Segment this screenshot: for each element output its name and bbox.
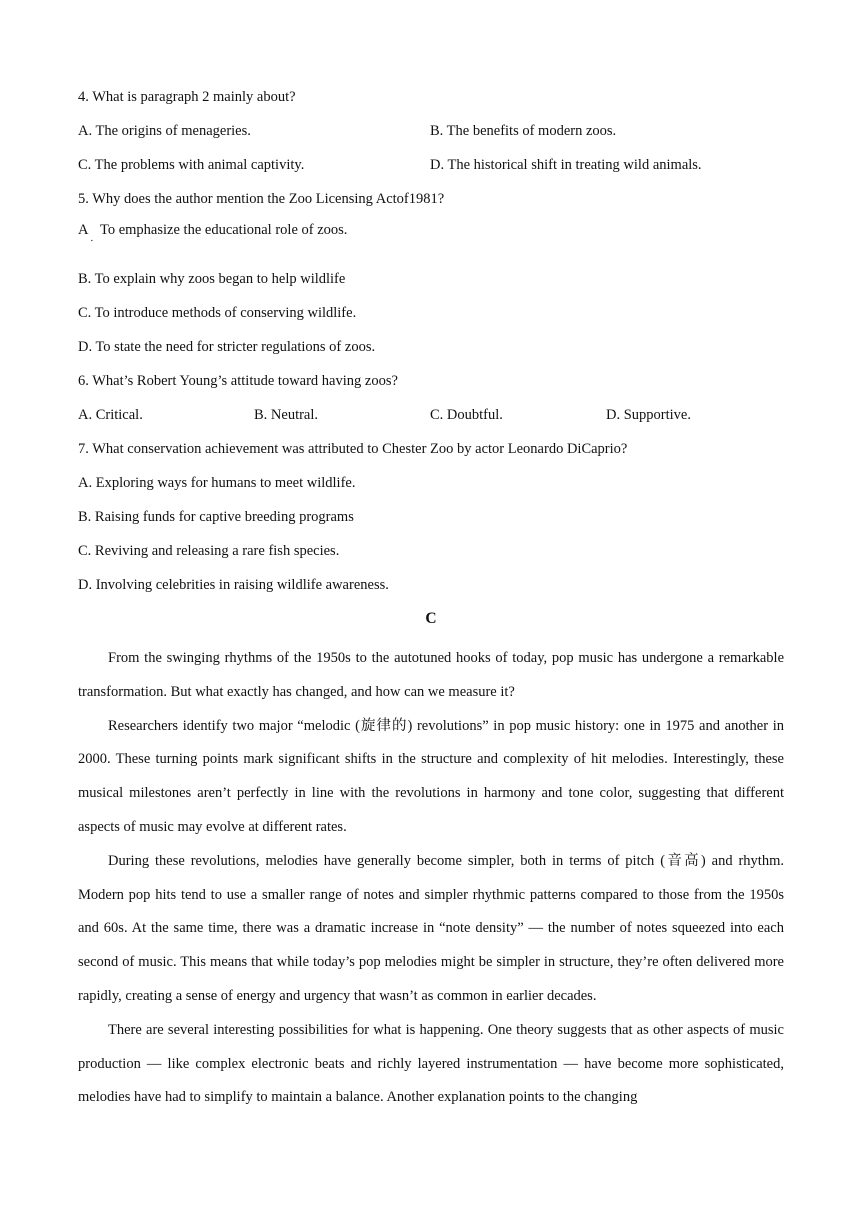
passage-paragraph-3: During these revolutions, melodies have generally become simpler, both in terms of pitch (音高) and rhythm. Modern pop hits tend to use a smaller range of notes and simpler rhythmic patterns compared to those from the 1950s and 60s. At the same time, there was a dramatic increase in “note density” — the number of notes squeezed into each second of music. This means that while today’s pop melodies might be simpler in structure, they’re often delivered more rapidly, creating a sense of energy and urgency that wasn’t as common in earlier decades.: [78, 852, 784, 1004]
question-4-options-row-2: [78, 154, 784, 188]
question-4-option-c: C. The problems with animal captivity.: [78, 157, 305, 173]
question-5-option-a-dot: ·: [90, 235, 94, 247]
question-6-stem: 6. What’s Robert Young’s attitude toward having zoos?: [78, 373, 398, 389]
question-5-option-b: B. To explain why zoos began to help wildlife: [78, 271, 346, 287]
question-6-option-c: C. Doubtful.: [430, 407, 503, 423]
passage-paragraph-1: From the swinging rhythms of the 1950s to the autotuned hooks of today, pop music has undergone a remarkable transformation. But what exactly has changed, and how can we measure it?: [78, 650, 784, 700]
question-5-option-a: [78, 222, 784, 268]
question-6-options-row: [78, 404, 784, 438]
question-5-option-c: C. To introduce methods of conserving wildlife.: [78, 305, 357, 321]
question-7-option-c: C. Reviving and releasing a rare fish species.: [78, 543, 340, 559]
question-5-stem: 5. Why does the author mention the Zoo Licensing Actof1981?: [78, 191, 445, 207]
question-7-stem: 7. What conservation achievement was attributed to Chester Zoo by actor Leonardo DiCaprio?: [78, 441, 628, 457]
passage-paragraph-4: There are several interesting possibilities for what is happening. One theory suggests that as other aspects of music production — like complex electronic beats and richly layered instrumentation — have become more sophisticated, melodies have had to simplify to maintain a balance. Another explanation points to the changing: [78, 1021, 784, 1106]
question-4-option-a: A. The origins of menageries.: [78, 123, 251, 139]
question-7-option-a: A. Exploring ways for humans to meet wildlife.: [78, 475, 356, 491]
section-c-passage: [78, 642, 784, 1115]
question-4-stem: 4. What is paragraph 2 mainly about?: [78, 89, 296, 105]
question-5-option-d: D. To state the need for stricter regulations of zoos.: [78, 339, 376, 355]
section-c-title: C: [425, 610, 437, 627]
question-6-option-a: A. Critical.: [78, 407, 143, 423]
question-6-option-b: B. Neutral.: [254, 407, 319, 423]
exam-page: [78, 86, 784, 1115]
question-7-option-d: D. Involving celebrities in raising wildlife awareness.: [78, 577, 389, 593]
question-4-option-b: B. The benefits of modern zoos.: [430, 123, 617, 139]
question-4-option-d: D. The historical shift in treating wild animals.: [430, 157, 702, 173]
question-6-option-d: D. Supportive.: [606, 407, 691, 423]
question-5-option-a-letter: A: [78, 222, 89, 238]
passage-paragraph-2: Researchers identify two major “melodic (旋律的) revolutions” in pop music history: one in 1975 and another in 2000. These turning points mark significant shifts in the structure and complexity of hit melodies. Interestingly, these musical milestones aren’t perfectly in line with the revolutions in harmony and tone color, suggesting that different aspects of music may evolve at different rates.: [78, 717, 784, 835]
question-4-options-row-1: [78, 120, 784, 154]
question-5-option-a-text: To emphasize the educational role of zoos.: [100, 222, 348, 238]
question-7-option-b: B. Raising funds for captive breeding programs: [78, 509, 354, 525]
